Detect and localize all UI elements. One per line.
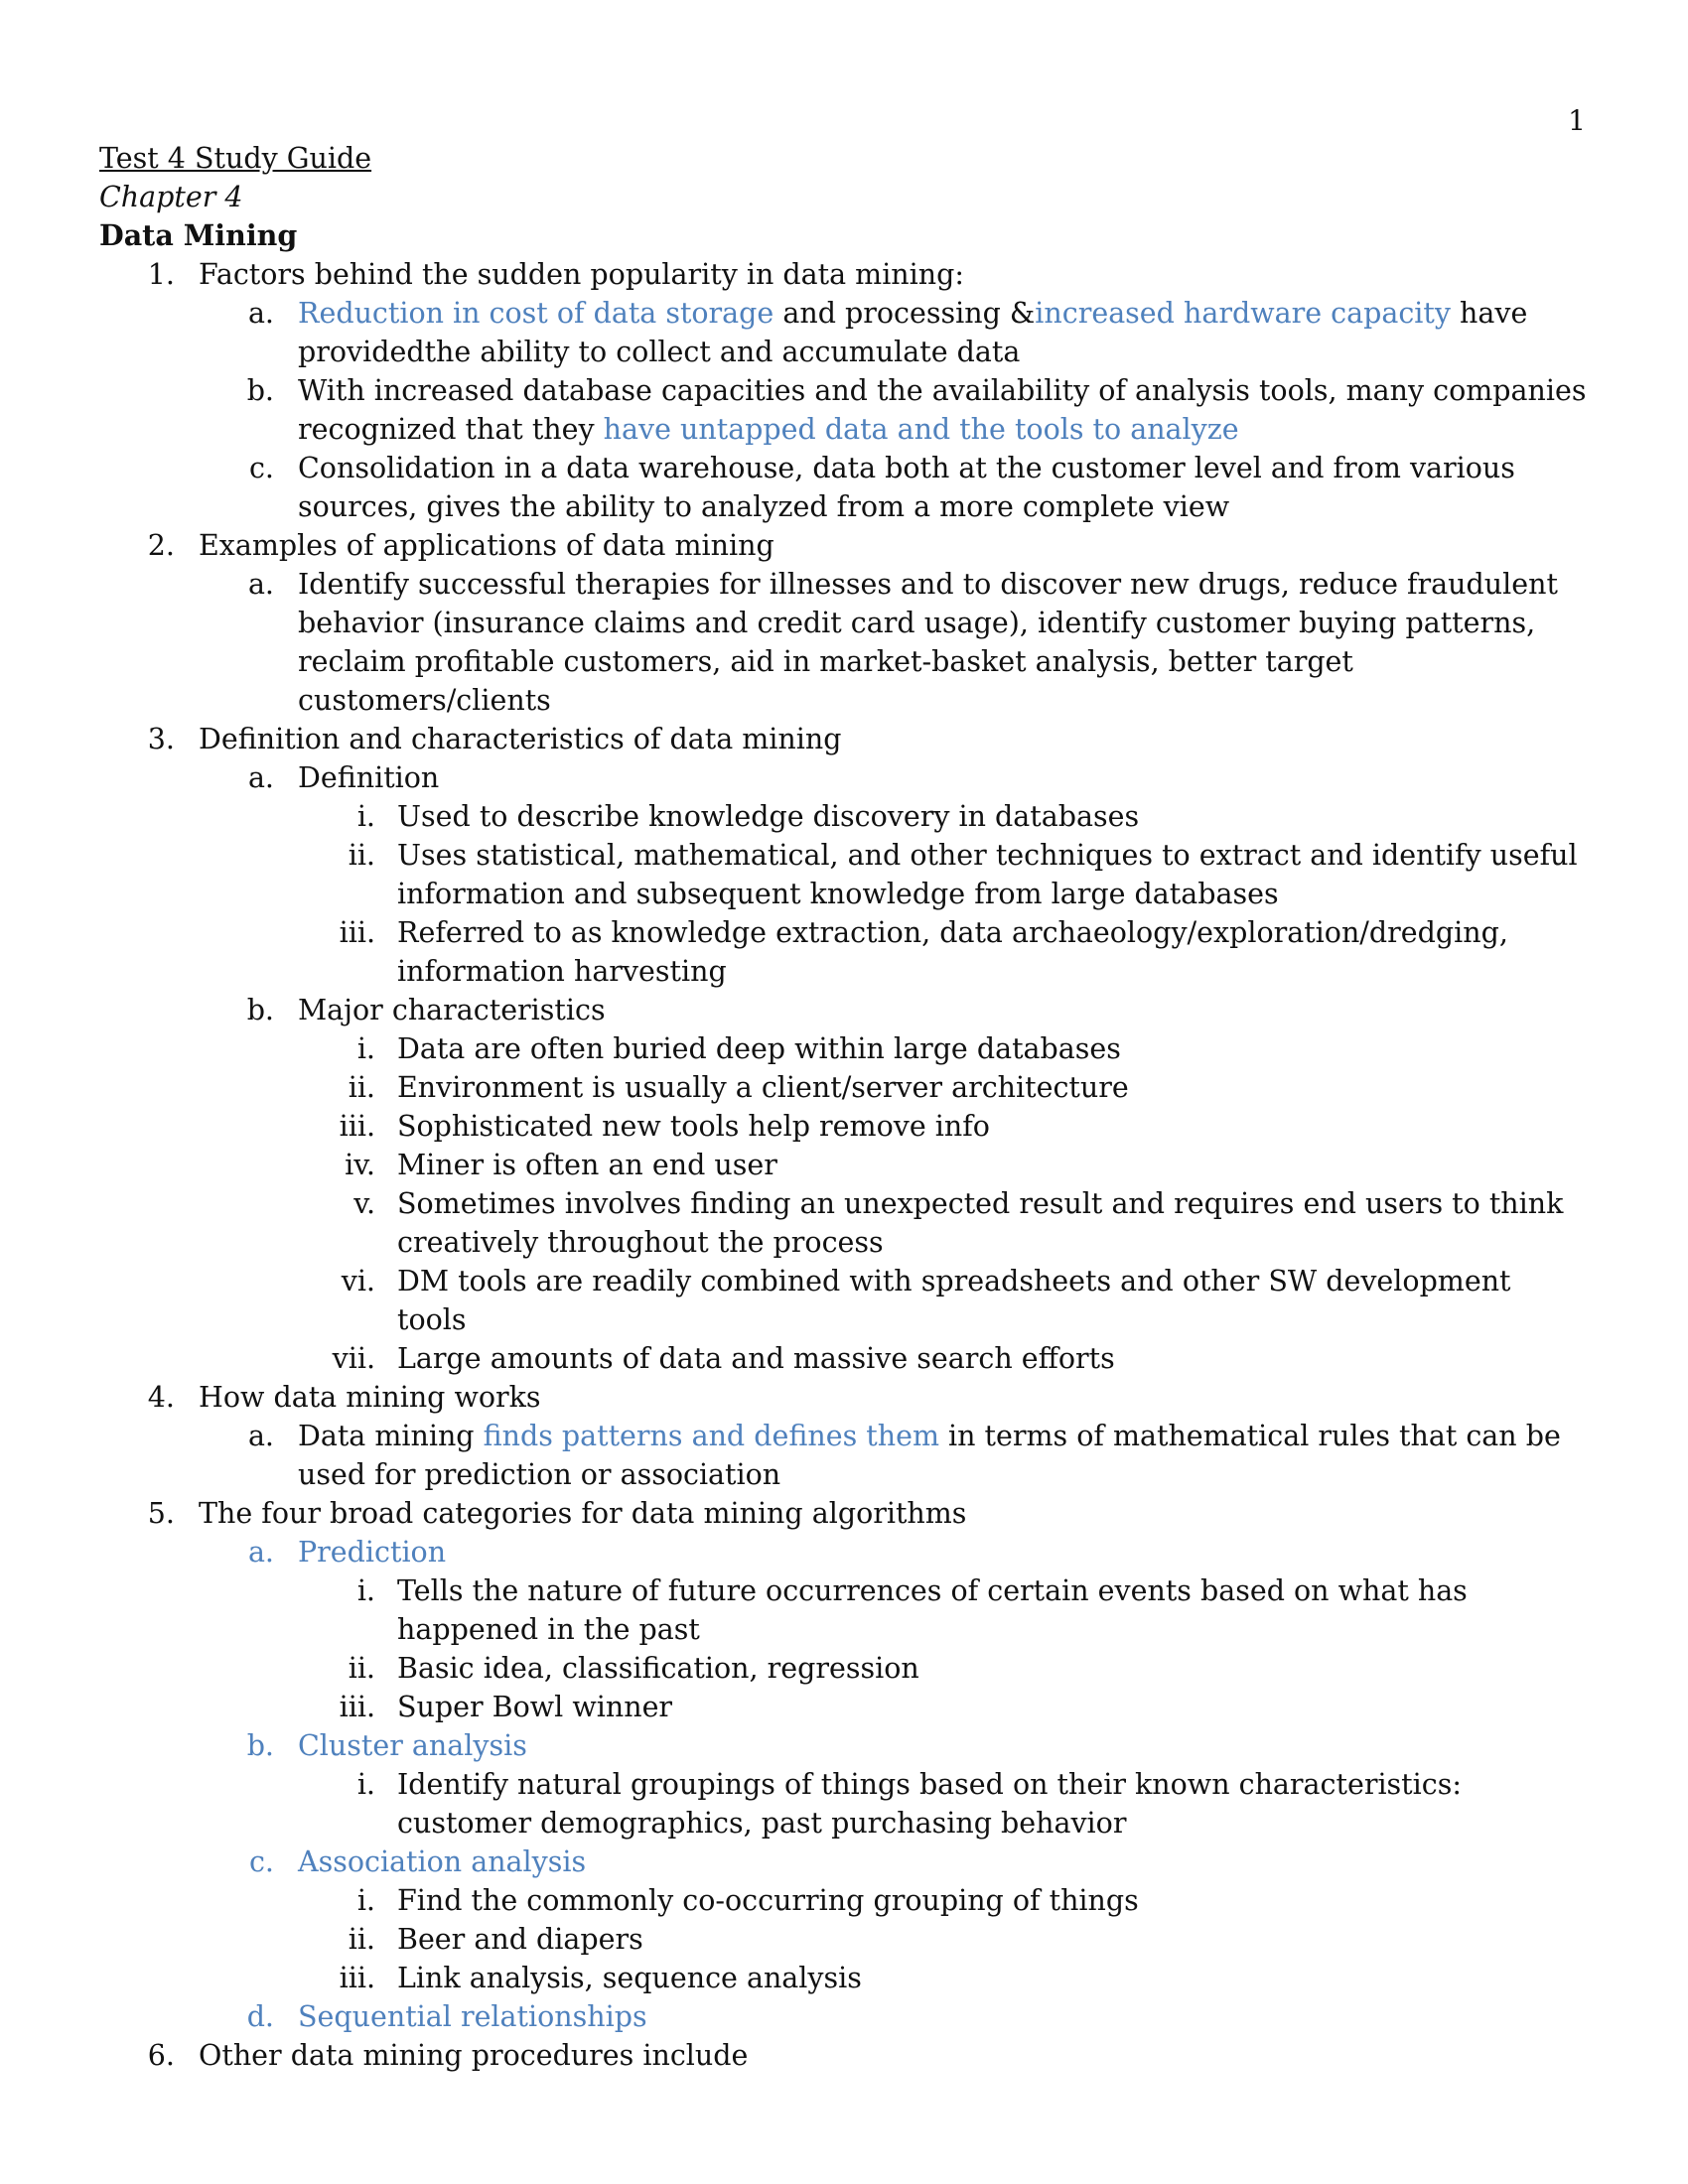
- page-number: 1: [1568, 104, 1586, 137]
- outline-item-level-3: [99, 836, 1589, 913]
- list-item-text: [397, 1187, 1563, 1259]
- list-marker: 4.: [147, 1381, 175, 1414]
- list-item-text: [397, 1265, 1511, 1336]
- outline-item-level-3: [99, 1881, 1589, 1920]
- list-marker: i.: [356, 1768, 375, 1801]
- highlighted-text: Cluster analysis: [298, 1729, 527, 1762]
- outline-item-level-3: [99, 1920, 1589, 1959]
- chapter-heading: Chapter 4: [99, 181, 243, 213]
- text-run: Factors behind the sudden popularity in data mining:: [199, 258, 964, 291]
- text-run: have providedthe ability to collect and accumulate data: [298, 297, 1528, 368]
- text-run: Environment is usually a client/server architecture: [397, 1071, 1129, 1104]
- list-marker: 5.: [147, 1497, 175, 1530]
- outline-item-level-1: [99, 1378, 1589, 1417]
- list-item-text: [298, 1420, 1561, 1491]
- list-marker: ii.: [348, 1652, 375, 1685]
- outline-item-level-2: [99, 758, 1589, 797]
- list-item-text: [397, 1574, 1468, 1646]
- text-run: Used to describe knowledge discovery in databases: [397, 800, 1140, 833]
- outline-item-level-3: [99, 913, 1589, 991]
- list-marker: ii.: [348, 1071, 375, 1104]
- list-marker: a.: [247, 568, 274, 601]
- list-marker: 3.: [147, 723, 175, 755]
- list-item-text: [397, 1071, 1129, 1104]
- list-marker: i.: [356, 1032, 375, 1065]
- text-run: Find the commonly co-occurring grouping of things: [397, 1884, 1139, 1917]
- text-run: Basic idea, classification, regression: [397, 1652, 919, 1685]
- list-item-text: [397, 1962, 862, 1994]
- outline-item-level-1: [99, 1494, 1589, 1533]
- outline-item-level-1: [99, 2036, 1589, 2075]
- text-run: Identify natural groupings of things based on their known characteristics: customer demographics, past purchasing behavior: [397, 1768, 1462, 1840]
- list-marker: ii.: [348, 1923, 375, 1956]
- outline-item-level-3: [99, 1262, 1589, 1339]
- outline-item-level-2: [99, 1997, 1589, 2036]
- highlighted-text: Association analysis: [298, 1845, 587, 1878]
- outline-item-level-3: [99, 1339, 1589, 1378]
- list-item-text: [397, 1923, 643, 1956]
- list-item-text: [397, 1149, 777, 1181]
- list-item-text: [397, 916, 1508, 988]
- list-marker: i.: [356, 1884, 375, 1917]
- text-run: Uses statistical, mathematical, and other techniques to extract and identify useful information and subsequent knowledge from large databases: [397, 839, 1578, 910]
- list-item-text: [397, 1768, 1462, 1840]
- text-run: How data mining works: [199, 1381, 541, 1414]
- text-run: and processing &: [774, 297, 1036, 330]
- outline-list: [99, 255, 1589, 2075]
- text-run: Link analysis, sequence analysis: [397, 1962, 862, 1994]
- list-item-text: [199, 258, 964, 291]
- highlighted-text: Prediction: [298, 1536, 447, 1569]
- text-run: Sometimes involves finding an unexpected result and requires end users to think creatively throughout the process: [397, 1187, 1564, 1259]
- list-marker: iii.: [339, 1691, 375, 1723]
- outline-item-level-3: [99, 797, 1589, 836]
- highlighted-text: Sequential relationships: [298, 2000, 647, 2033]
- document-title: Test 4 Study Guide: [99, 142, 372, 175]
- list-marker: c.: [248, 1845, 274, 1878]
- text-run: Consolidation in a data warehouse, data both at the customer level and from various sources, gives the ability to analyzed from a more complete view: [298, 452, 1515, 523]
- outline-item-level-2: [99, 1417, 1589, 1494]
- text-run: Other data mining procedures include: [199, 2039, 749, 2072]
- list-marker: a.: [247, 1536, 274, 1569]
- list-marker: b.: [246, 374, 274, 407]
- list-item-text: [298, 1536, 446, 1569]
- list-item-text: [397, 1652, 919, 1685]
- list-marker: vi.: [341, 1265, 375, 1297]
- outline-item-level-3: [99, 1688, 1589, 1726]
- list-item-text: [397, 1691, 672, 1723]
- list-item-text: [298, 568, 1558, 717]
- text-run: The four broad categories for data mining algorithms: [199, 1497, 967, 1530]
- list-marker: d.: [246, 2000, 274, 2033]
- text-run: Sophisticated new tools help remove info: [397, 1110, 990, 1143]
- outline-item-level-3: [99, 1029, 1589, 1068]
- list-marker: a.: [247, 1420, 274, 1452]
- text-run: Examples of applications of data mining: [199, 529, 774, 562]
- text-run: With increased database capacities and the availability of analysis tools, many companies recognized that they: [298, 374, 1587, 446]
- list-marker: v.: [353, 1187, 375, 1220]
- outline-item-level-2: [99, 1843, 1589, 1881]
- outline-item-level-3: [99, 1571, 1589, 1649]
- outline-item-level-3: [99, 1184, 1589, 1262]
- outline-item-level-3: [99, 1765, 1589, 1843]
- text-run: Definition and characteristics of data mining: [199, 723, 842, 755]
- text-run: Referred to as knowledge extraction, data archaeology/exploration/dredging, information harvesting: [397, 916, 1508, 988]
- outline-item-level-2: [99, 371, 1589, 449]
- list-item-text: [199, 529, 774, 562]
- text-run: Beer and diapers: [397, 1923, 643, 1956]
- text-run: Super Bowl winner: [397, 1691, 673, 1723]
- list-item-text: [397, 1032, 1121, 1065]
- list-marker: iii.: [339, 1110, 375, 1143]
- text-run: in terms of mathematical rules that can be used for prediction or association: [298, 1420, 1561, 1491]
- list-marker: 1.: [147, 258, 175, 291]
- list-marker: 6.: [147, 2039, 175, 2072]
- list-item-text: [298, 2000, 647, 2033]
- list-item-text: [298, 297, 1527, 368]
- outline-item-level-2: [99, 991, 1589, 1029]
- outline-item-level-3: [99, 1959, 1589, 1997]
- text-run: Major characteristics: [298, 994, 606, 1026]
- outline-item-level-2: [99, 565, 1589, 720]
- list-item-text: [298, 761, 439, 794]
- text-run: Definition: [298, 761, 440, 794]
- text-run: DM tools are readily combined with spreadsheets and other SW development tools: [397, 1265, 1511, 1336]
- list-item-text: [298, 374, 1586, 446]
- list-item-text: [199, 1497, 966, 1530]
- highlighted-text: finds patterns and defines them: [483, 1420, 939, 1452]
- list-marker: vii.: [332, 1342, 375, 1375]
- outline-item-level-2: [99, 1533, 1589, 1571]
- outline-item-level-2: [99, 294, 1589, 371]
- section-heading: Data Mining: [99, 218, 298, 252]
- document-body: [99, 139, 1589, 2075]
- text-run: Large amounts of data and massive search efforts: [397, 1342, 1115, 1375]
- list-marker: ii.: [348, 839, 375, 872]
- outline-item-level-3: [99, 1146, 1589, 1184]
- list-item-text: [199, 1381, 541, 1414]
- list-marker: i.: [356, 800, 375, 833]
- text-run: Tells the nature of future occurrences of certain events based on what has happened in the past: [397, 1574, 1468, 1646]
- outline-item-level-2: [99, 1726, 1589, 1765]
- list-item-text: [298, 1845, 586, 1878]
- list-marker: i.: [356, 1574, 375, 1607]
- list-marker: b.: [246, 1729, 274, 1762]
- list-marker: iii.: [339, 916, 375, 949]
- list-item-text: [199, 723, 841, 755]
- list-marker: iii.: [339, 1962, 375, 1994]
- list-marker: 2.: [147, 529, 175, 562]
- highlighted-text: increased hardware capacity: [1035, 297, 1451, 330]
- list-item-text: [397, 839, 1578, 910]
- list-marker: c.: [248, 452, 274, 484]
- outline-item-level-1: [99, 720, 1589, 758]
- outline-item-level-3: [99, 1649, 1589, 1688]
- outline-item-level-3: [99, 1107, 1589, 1146]
- list-item-text: [397, 800, 1139, 833]
- text-run: Miner is often an end user: [397, 1149, 777, 1181]
- text-run: Identify successful therapies for illnesses and to discover new drugs, reduce fraudulent behavior (insurance claims and credit card usage), identify customer buying patterns, reclaim profitable customers, aid in market-basket analysis, better target customers/clients: [298, 568, 1558, 717]
- list-item-text: [199, 2039, 748, 2072]
- text-run: Data mining: [298, 1420, 484, 1452]
- list-marker: b.: [246, 994, 274, 1026]
- text-run: Data are often buried deep within large databases: [397, 1032, 1121, 1065]
- list-item-text: [298, 994, 606, 1026]
- highlighted-text: Reduction in cost of data storage: [298, 297, 774, 330]
- list-item-text: [397, 1884, 1139, 1917]
- list-item-text: [298, 452, 1515, 523]
- list-marker: a.: [247, 297, 274, 330]
- outline-item-level-1: [99, 255, 1589, 294]
- highlighted-text: have untapped data and the tools to analyze: [603, 413, 1239, 446]
- outline-item-level-3: [99, 1068, 1589, 1107]
- outline-item-level-1: [99, 526, 1589, 565]
- list-marker: iv.: [345, 1149, 375, 1181]
- list-item-text: [397, 1110, 990, 1143]
- list-item-text: [397, 1342, 1115, 1375]
- list-marker: a.: [247, 761, 274, 794]
- outline-item-level-2: [99, 449, 1589, 526]
- list-item-text: [298, 1729, 527, 1762]
